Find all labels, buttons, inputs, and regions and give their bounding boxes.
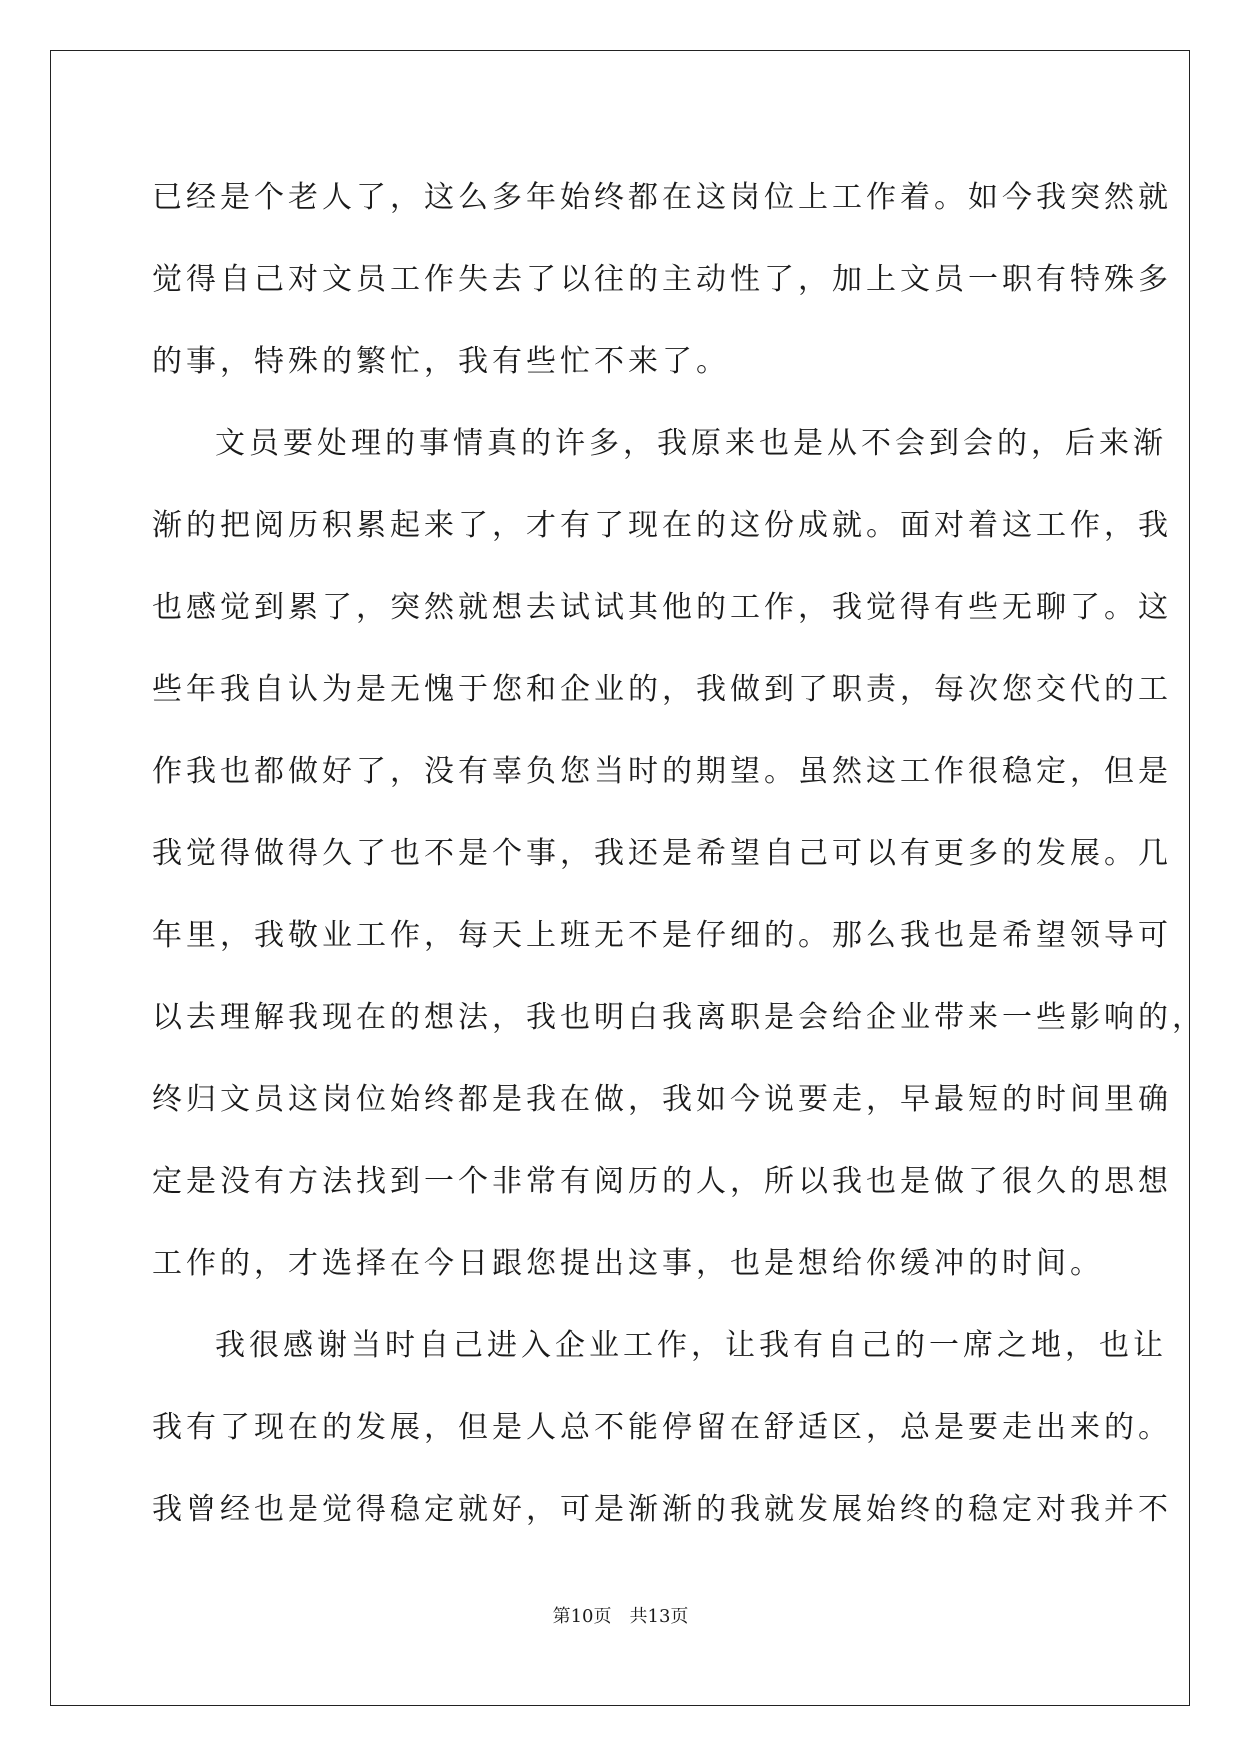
text-line: 我曾经也是觉得稳定就好，可是渐渐的我就发展始终的稳定对我并不	[152, 1492, 1172, 1527]
text-line: 工作的，才选择在今日跟您提出这事，也是想给你缓冲的时间。	[152, 1246, 1104, 1281]
text-line: 我觉得做得久了也不是个事，我还是希望自己可以有更多的发展。几	[152, 836, 1172, 871]
text-line: 也感觉到累了，突然就想去试试其他的工作，我觉得有些无聊了。这	[152, 590, 1172, 625]
text-line: 作我也都做好了，没有辜负您当时的期望。虽然这工作很稳定，但是	[152, 754, 1172, 789]
paragraph-first-line: 文员要处理的事情真的许多，我原来也是从不会到会的，后来渐	[215, 426, 1167, 461]
text-line: 年里，我敬业工作，每天上班无不是仔细的。那么我也是希望领导可	[152, 918, 1172, 953]
page-footer	[0, 1602, 1241, 1628]
text-line: 定是没有方法找到一个非常有阅历的人，所以我也是做了很久的思想	[152, 1164, 1172, 1199]
text-line: 些年我自认为是无愧于您和企业的，我做到了职责，每次您交代的工	[152, 672, 1172, 707]
text-line: 我有了现在的发展，但是人总不能停留在舒适区，总是要走出来的。	[152, 1410, 1172, 1445]
text-line: 以去理解我现在的想法，我也明白我离职是会给企业带来一些影响的，	[152, 1000, 1206, 1035]
paragraph-first-line: 我很感谢当时自己进入企业工作，让我有自己的一席之地，也让	[215, 1328, 1167, 1363]
text-line: 终归文员这岗位始终都是我在做，我如今说要走，早最短的时间里确	[152, 1082, 1172, 1117]
page-total: 共13页	[629, 1606, 689, 1627]
text-line: 的事，特殊的繁忙，我有些忙不来了。	[152, 344, 730, 379]
text-line: 渐的把阅历积累起来了，才有了现在的这份成就。面对着这工作，我	[152, 508, 1172, 543]
text-line: 已经是个老人了，这么多年始终都在这岗位上工作着。如今我突然就	[152, 180, 1172, 215]
document-body	[152, 157, 1206, 1551]
text-line: 觉得自己对文员工作失去了以往的主动性了，加上文员一职有特殊多	[152, 262, 1172, 297]
page-number: 第10页	[552, 1606, 612, 1627]
